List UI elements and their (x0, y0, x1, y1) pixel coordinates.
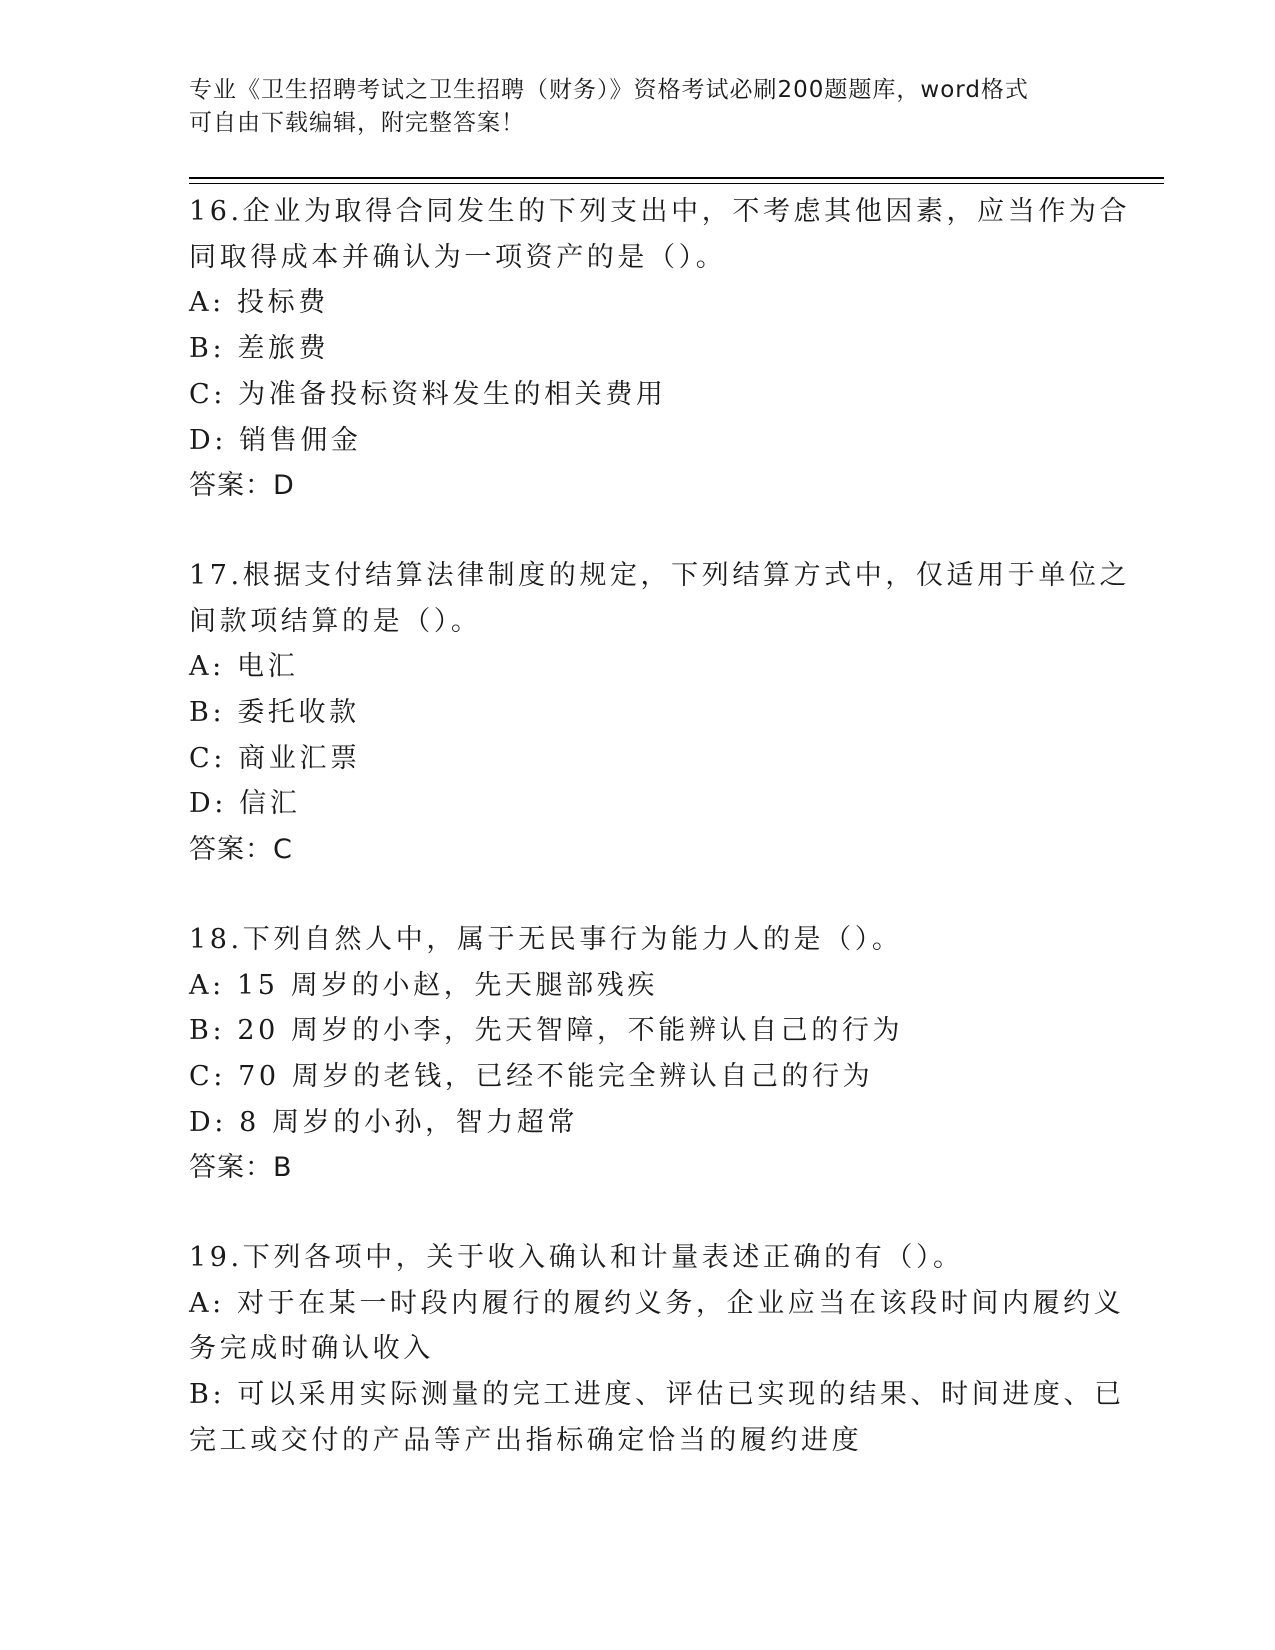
question-17 (189, 553, 1131, 873)
question-list (189, 189, 1131, 1508)
question-stem-line: 19.下列各项中，关于收入确认和计量表述正确的有（）。 (189, 1242, 964, 1274)
question-16 (189, 189, 1131, 509)
option-d (189, 781, 1089, 827)
option-line: C: 商业汇票 (189, 742, 361, 774)
option-line: 务完成时确认收入 (189, 1333, 434, 1365)
option-c (189, 1054, 1089, 1100)
header-line-1: 专业《卫生招聘考试之卫生招聘（财务）》资格考试必刷200题题库，word格式 (189, 77, 1029, 103)
option-d (189, 418, 1089, 464)
question-18 (189, 917, 1089, 1191)
option-d (189, 1100, 1089, 1146)
option-a (189, 1281, 1125, 1372)
option-line: D: 信汇 (189, 788, 301, 820)
answer-line: 答案：C (189, 834, 293, 866)
option-line: A: 15 周岁的小赵，先天腿部残疾 (189, 969, 658, 1001)
question-stem-line: 间款项结算的是（）。 (189, 605, 482, 637)
option-line: A: 对于在某一时段内履行的履约义务，企业应当在该段时间内履约义 (189, 1287, 1125, 1319)
question-stem (189, 189, 1131, 280)
option-line: B: 委托收款 (189, 697, 360, 729)
question-stem (189, 1235, 1089, 1281)
option-line: A: 投标费 (189, 287, 329, 319)
question-19 (189, 1235, 1125, 1464)
option-b (189, 1008, 1089, 1054)
document-header (189, 74, 1089, 140)
option-line: A: 电汇 (189, 651, 299, 683)
option-line: B: 20 周岁的小李，先天智障，不能辨认自己的行为 (189, 1015, 904, 1047)
option-c (189, 372, 1089, 418)
answer-line: 答案：B (189, 1152, 293, 1184)
option-b (189, 690, 1089, 736)
question-stem-line: 同取得成本并确认为一项资产的是（）。 (189, 241, 727, 273)
question-stem-line: 18.下列自然人中，属于无民事行为能力人的是（）。 (189, 923, 903, 955)
option-b (189, 1372, 1125, 1463)
answer-line: 答案：D (189, 470, 295, 502)
option-line: C: 为准备投标资料发生的相关费用 (189, 378, 667, 410)
option-a (189, 963, 1089, 1009)
option-a (189, 280, 1089, 326)
option-c (189, 736, 1089, 782)
question-stem-line: 17.根据支付结算法律制度的规定，下列结算方式中，仅适用于单位之 (189, 559, 1131, 591)
question-stem (189, 917, 1089, 963)
option-line: D: 8 周岁的小孙，智力超常 (189, 1106, 579, 1138)
header-divider-thick (189, 177, 1164, 179)
header-line-2: 可自由下载编辑，附完整答案！ (189, 110, 525, 136)
option-line: D: 销售佣金 (189, 424, 362, 456)
option-line: 完工或交付的产品等产出指标确定恰当的履约进度 (189, 1424, 863, 1456)
option-a (189, 644, 1089, 690)
option-line: B: 可以采用实际测量的完工进度、评估已实现的结果、时间进度、已 (189, 1379, 1125, 1411)
question-stem-line: 16.企业为取得合同发生的下列支出中，不考虑其他因素，应当作为合 (189, 196, 1131, 227)
option-line: C: 70 周岁的老钱，已经不能完全辨认自己的行为 (189, 1060, 874, 1092)
option-b (189, 326, 1089, 372)
option-line: B: 差旅费 (189, 333, 330, 365)
header-divider-thin (189, 183, 1164, 184)
question-stem (189, 553, 1131, 644)
